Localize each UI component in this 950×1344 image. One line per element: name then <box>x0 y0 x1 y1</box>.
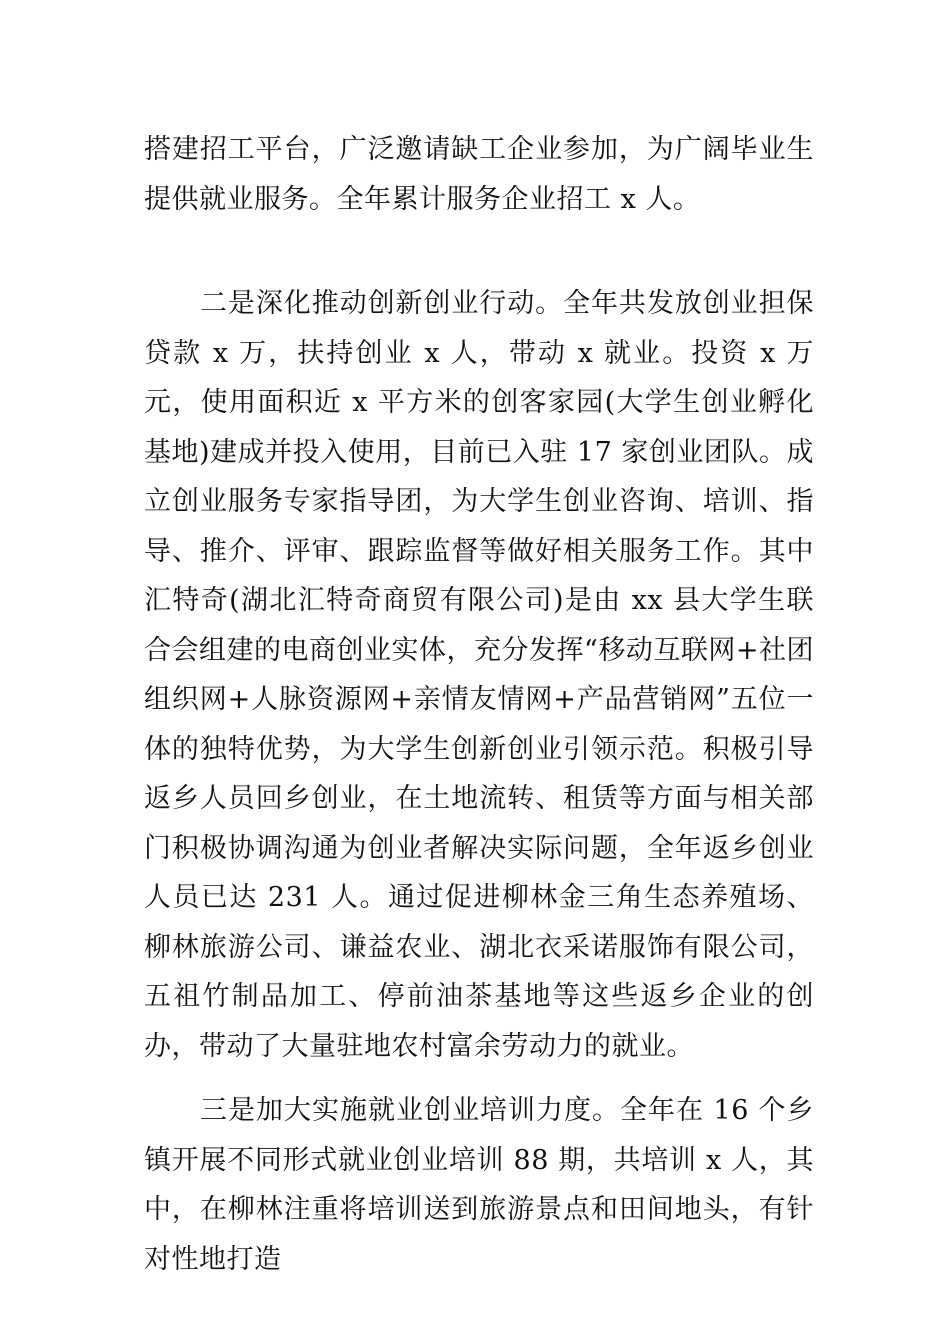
paragraph-entrepreneurship-action: 二是深化推动创新创业行动。全年共发放创业担保贷款 x 万，扶持创业 x 人，带动 x 就业。投资 x 万元，使用面积近 x 平方米的创客家园(大学生创业孵化基地)建成并投入使用，目前已入驻 17 家创业团队。成立创业服务专家指导团，为大学生创业咨询、培训、指导、推介、评审、跟踪监督等做好相关服务工作。其中汇特奇(湖北汇特奇商贸有限公司)是由 xx 县大学生联合会组建的电商创业实体，充分发挥“移动互联网+社团组织网+人脉资源网+亲情友情网+产品营销网”五位一体的独特优势，为大学生创新创业引领示范。积极引导返乡人员回乡创业，在土地流转、租赁等方面与相关部门积极协调沟通为创业者解决实际问题，全年返乡创业人员已达 231 人。通过促进柳林金三角生态养殖场、柳林旅游公司、谦益农业、湖北衣采诺服饰有限公司，五祖竹制品加工、停前油茶基地等这些返乡企业的创办，带动了大量驻地农村富余劳动力的就业。 <box>144 288 814 1062</box>
paragraph-continued-job-fair: 搭建招工平台，广泛邀请缺工企业参加，为广阔毕业生提供就业服务。全年累计服务企业招工 x 人。 <box>144 134 814 215</box>
paragraph-training-effort: 三是加大实施就业创业培训力度。全年在 16 个乡镇开展不同形式就业创业培训 88 期，共培训 x 人，其中，在柳林注重将培训送到旅游景点和田间地头，有针对性地打造 <box>144 1095 814 1275</box>
